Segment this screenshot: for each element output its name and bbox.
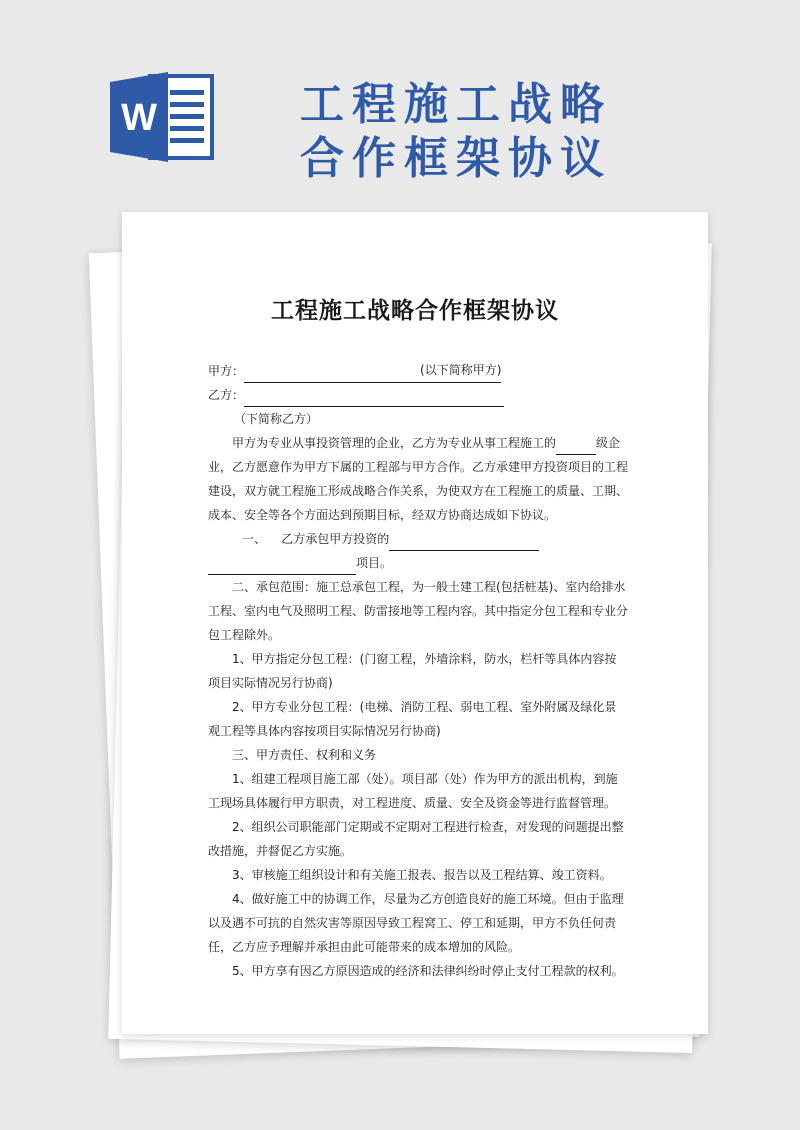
banner-title-line-2: 合作框架协议 [300, 133, 612, 184]
party-b-note: （下简称乙方） [234, 412, 319, 426]
clause-3-3: 3、审核施工组织设计和有关施工报表、报告以及工程结算、竣工资料。 [232, 868, 612, 882]
document-body [208, 358, 628, 983]
document-page [122, 212, 708, 1034]
grade-blank [556, 439, 596, 455]
party-b-label: 乙方： [208, 388, 245, 402]
clause-2-2: 2、甲方专业分包工程：(电梯、消防工程、弱电工程、室外附属及绿化景观工程等具体内容按项目实际情况另行协商) [208, 700, 617, 738]
clause-3-heading: 三、甲方责任、权利和义务 [232, 748, 377, 762]
project-blank-2 [208, 559, 356, 575]
document-title: 工程施工战略合作框架协议 [271, 298, 559, 324]
intro-text: 甲方为专业从事投资管理的企业，乙方为专业从事工程施工的 [232, 436, 557, 450]
party-a-blank [244, 367, 420, 383]
party-b-line [208, 383, 628, 407]
banner-title [300, 78, 620, 186]
clause-2-1: 1、甲方指定分包工程：(门窗工程，外墙涂料，防水，栏杆等具体内容按项目实际情况另行协商) [208, 652, 617, 690]
clause-2: 二、承包范围：施工总承包工程，为一般土建工程(包括桩基)、室内给排水工程、室内电气及照明工程、防雷接地等工程内容。其中指定分包工程和专业分包工程除外。 [208, 580, 629, 642]
clause-1 [208, 527, 628, 551]
party-a-suffix: (以下简称甲方) [420, 358, 501, 383]
party-a-label: 甲方： [208, 364, 245, 378]
word-document-icon [110, 72, 214, 162]
party-a-line [208, 358, 628, 383]
clause-1-text: 乙方承包甲方投资的 [281, 532, 390, 546]
party-b-blank [244, 391, 504, 407]
intro-paragraph [208, 431, 628, 527]
clause-3-4: 4、做好施工中的协调工作，尽量为乙方创造良好的施工环境。但由于监理以及遇不可抗的自然灾害等原因导致工程窝工、停工和延期，甲方不负任何责任，乙方应予理解并承担由此可能带来的成本增加的风险。 [208, 892, 624, 954]
intro-text-cont: 级企业，乙方愿意作为甲方下属的工程部与甲方合作。乙方承建甲方投资项目的工程建设，双方就工程施工形成战略合作关系，为使双方在工程施工的质量、工期、成本、安全等各个方面达到预期目标，经双方协商达成如下协议。 [208, 436, 629, 522]
word-logo-letter: W [121, 97, 157, 139]
clause-1-number: 一、 [242, 532, 267, 546]
clause-1-cont [208, 551, 628, 575]
clause-3-2: 2、组织公司职能部门定期或不定期对工程进行检查，对发现的问题提出整改措施，并督促乙方实施。 [208, 820, 624, 858]
banner-title-line-1: 工程施工战略 [300, 79, 612, 130]
clause-3-5: 5、甲方享有因乙方原因造成的经济和法律纠纷时停止支付工程款的权利。 [232, 964, 624, 978]
clause-3-1: 1、组建工程项目施工部（处）。项目部（处）作为甲方的派出机构，到施工现场具体履行甲方职责，对工程进度、质量、安全及资金等进行监督管理。 [208, 772, 618, 810]
clause-1-end: 项目。 [356, 556, 393, 570]
project-blank-1 [389, 535, 539, 551]
